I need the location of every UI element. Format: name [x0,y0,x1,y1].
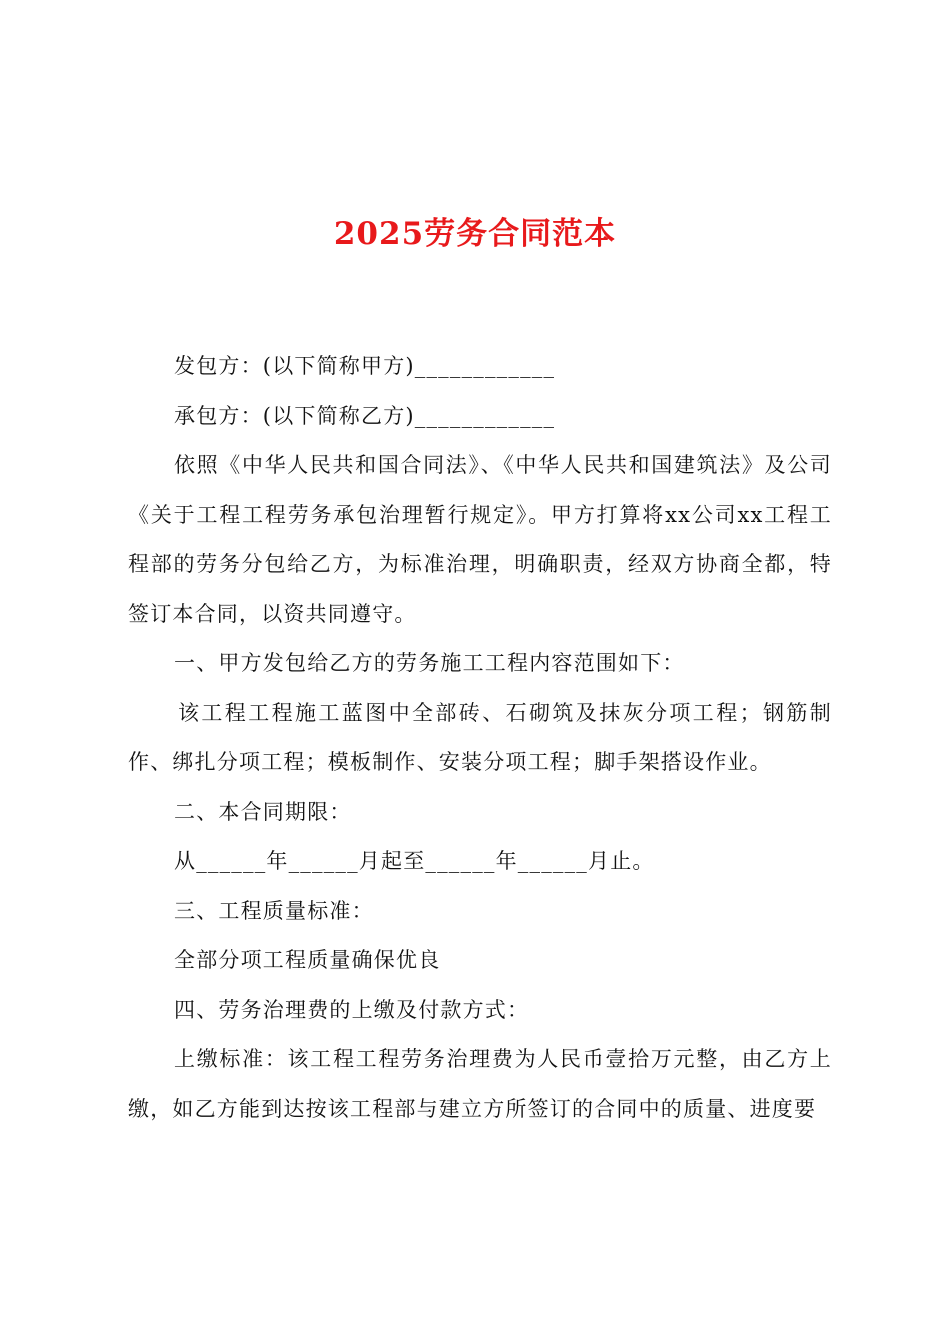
section-3-heading: 三、工程质量标准： [174,898,374,923]
document-title: 2025劳务合同范本 [333,216,617,252]
party-b-line: 承包方：(以下简称乙方)____________ [174,403,556,428]
section-4-content: 上缴标准：该工程工程劳务治理费为人民币壹拾万元整，由乙方上缴，如乙方能到达按该工程部与建立方所签订的合同中的质量、进度要 [128,1047,832,1121]
section-3-content: 全部分项工程质量确保优良 [174,948,441,972]
section-1-content: 该工程工程施工蓝图中全部砖、石砌筑及抹灰分项工程；钢筋制作、绑扎分项工程；模板制作、安装分项工程；脚手架搭设作业。 [128,700,832,774]
document-body [128,342,832,1134]
preamble-paragraph: 依照《中华人民共和国合同法》、《中华人民共和国建筑法》及公司《关于工程工程劳务承包治理暂行规定》。甲方打算将xx公司xx工程工程部的劳务分包给乙方，为标准治理，明确职责，经双方协商全都，特签订本合同，以资共同遵守。 [128,453,832,626]
section-4-heading: 四、劳务治理费的上缴及付款方式： [174,997,530,1022]
section-2-heading: 二、本合同期限： [174,799,352,824]
section-1-heading: 一、甲方发包给乙方的劳务施工工程内容范围如下： [174,651,685,675]
section-2-content: 从______年______月起至______年______月止。 [174,849,655,873]
party-a-line: 发包方：(以下简称甲方)____________ [174,354,556,378]
